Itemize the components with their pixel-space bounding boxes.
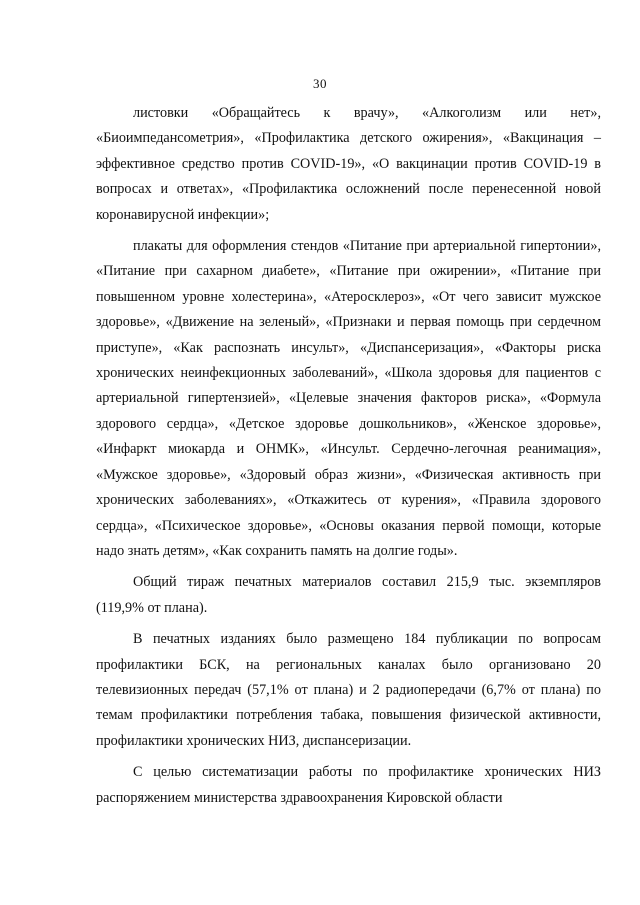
page-number: 30 bbox=[313, 76, 327, 91]
body-text bbox=[96, 101, 601, 811]
paragraph-leaflets: листовки «Обращайтесь к врачу», «Алкоголизм или нет», «Биоимпедансометрия», «Профилактика детского ожирения», «Вакцинация – эффективное средство против COVID-19», «О вакцинации против COVID-19 в вопросах и ответах», «Профилактика осложнений после перенесенной новой коронавирусной инфекции»; bbox=[96, 105, 601, 223]
paragraph-publications: В печатных изданиях было размещено 184 публикации по вопросам профилактики БСК, на региональных каналах было организовано 20 телевизионных передач (57,1% от плана) и 2 радиопередачи (6,7% от плана) по темам профилактики потребления табака, повышения физической активности, профилактики хронических НИЗ, диспансеризации. bbox=[96, 631, 601, 749]
paragraph-circulation: Общий тираж печатных материалов составил 215,9 тыс. экземпляров (119,9% от плана). bbox=[96, 574, 601, 616]
paragraph-systematization: С целью систематизации работы по профилактике хронических НИЗ распоряжением министерства здравоохранения Кировской области bbox=[96, 764, 601, 806]
paragraph-posters: плакаты для оформления стендов «Питание при артериальной гипертонии», «Питание при сахарном диабете», «Питание при ожирении», «Питание при повышенном уровне холестерина», «Атеросклероз», «От чего зависит мужское здоровье», «Движение на зеленый», «Признаки и первая помощь при сердечном приступе», «Как распознать инсульт», «Диспансеризация», «Факторы риска хронических неинфекционных заболеваний», «Школа здоровья для пациентов с артериальной гипертензией», «Целевые значения факторов риска», «Формула здорового сердца», «Детское здоровье дошкольников», «Женское здоровье», «Инфаркт миокарда и ОНМК», «Инсульт. Сердечно-легочная реанимация», «Мужское здоровье», «Здоровый образ жизни», «Физическая активность при хронических заболеваниях», «Откажитесь от курения», «Правила здорового сердца», «Психическое здоровье», «Основы оказания первой помощи, которые надо знать детям», «Как сохранить память на долгие годы». bbox=[96, 238, 601, 559]
